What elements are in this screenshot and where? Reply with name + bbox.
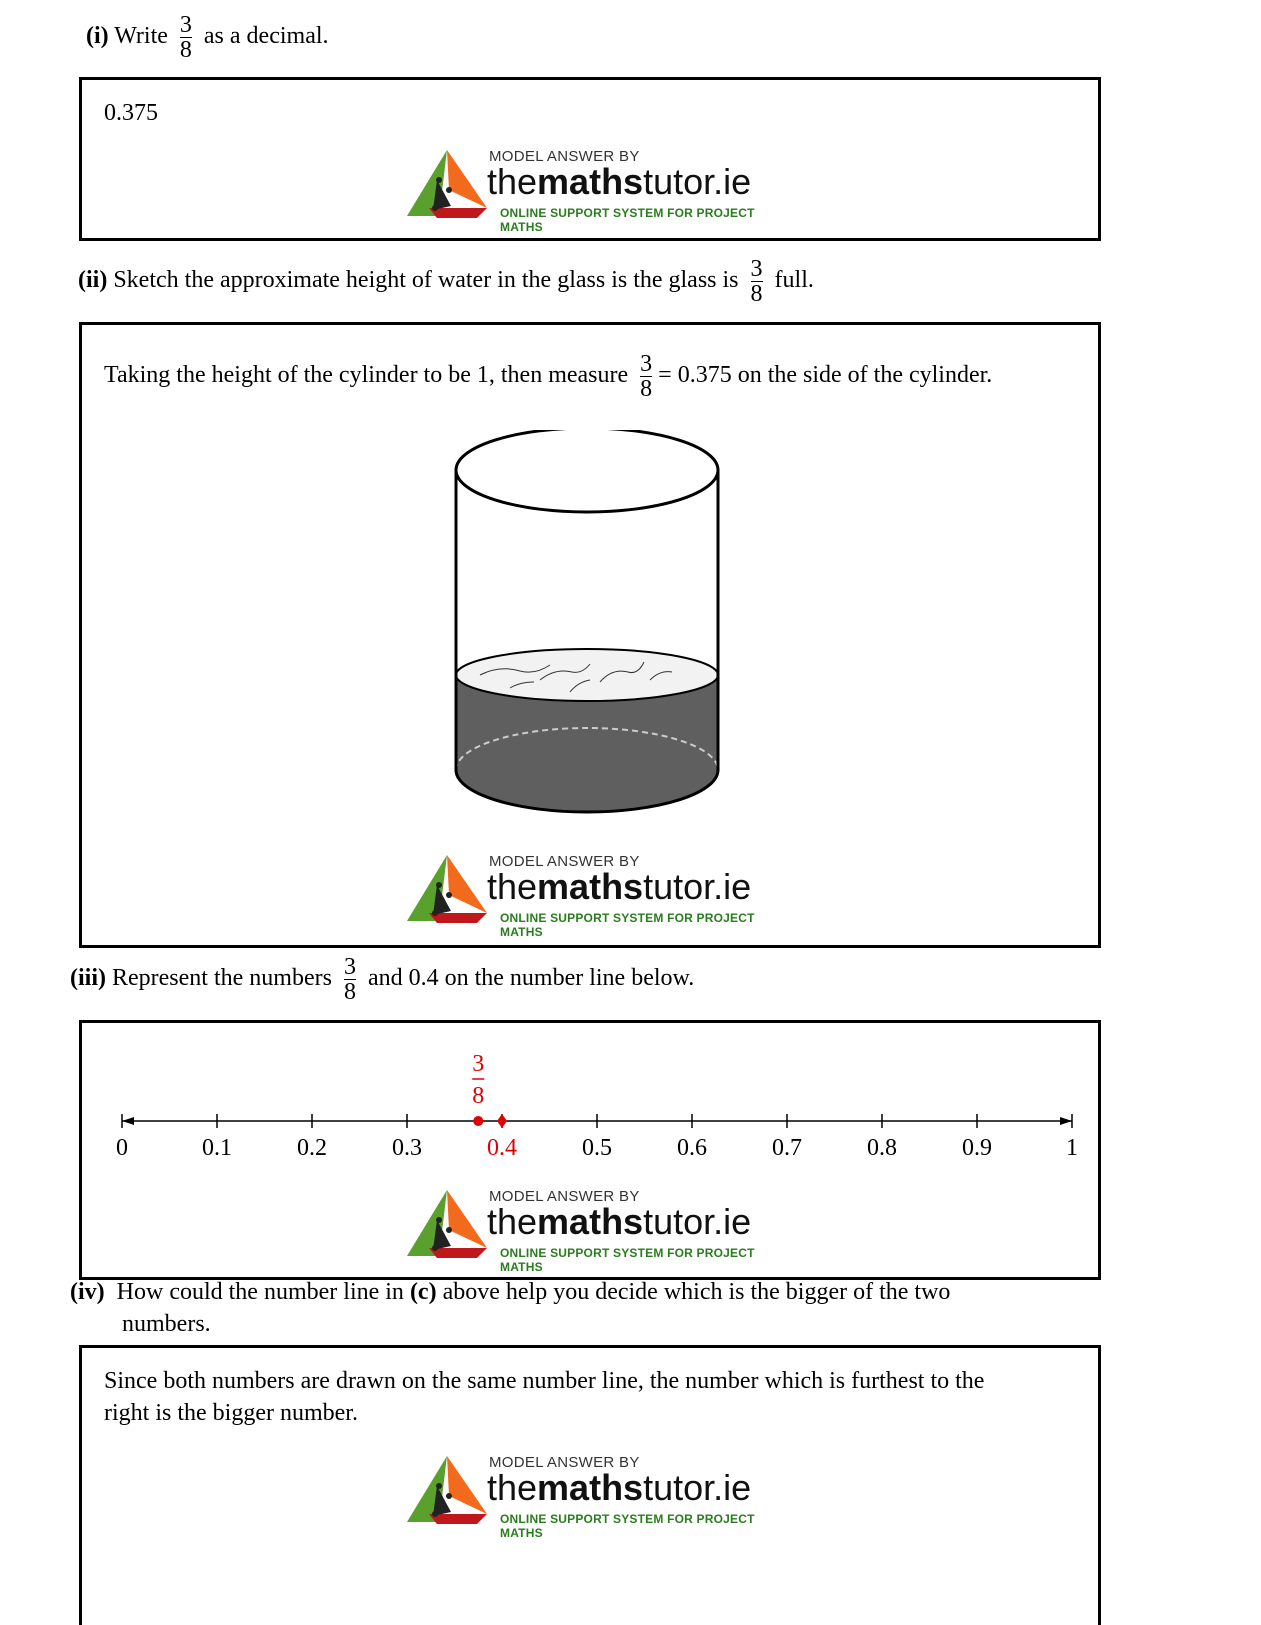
question-part <box>70 1276 950 1308</box>
fraction-denominator: 8 <box>750 281 763 307</box>
fraction-denominator: 8 <box>640 376 653 402</box>
tick-label: 0.8 <box>867 1135 897 1161</box>
logo-brand-bold: maths <box>537 866 644 907</box>
cylinder-glass-diagram <box>450 430 730 830</box>
answer-box-i <box>79 77 1101 241</box>
tick-label: 0 <box>116 1135 128 1161</box>
question-ref: (c) <box>409 1279 437 1305</box>
question-text: Write <box>114 23 168 50</box>
fraction-numerator: 3 <box>343 954 356 980</box>
answer-box-ii <box>79 322 1101 948</box>
tick-label: 0.3 <box>392 1135 422 1161</box>
fraction-denominator: 8 <box>343 979 356 1005</box>
question-text: as a decimal. <box>203 23 329 50</box>
answer-text: 0.375 <box>104 100 158 126</box>
logo-brand-part: the <box>487 1467 538 1508</box>
logo-brand-part: tutor.ie <box>643 161 752 202</box>
glass-rim <box>456 430 718 512</box>
fraction <box>640 353 652 400</box>
answer-box-iii <box>79 1020 1101 1280</box>
marked-fraction-denominator: 8 <box>472 1083 485 1109</box>
logo-triangle-icon <box>407 150 487 220</box>
question-label: (iii) <box>70 965 106 992</box>
question-iii <box>70 956 694 1003</box>
question-text: full. <box>774 267 814 294</box>
left-arrow-icon <box>122 1117 134 1125</box>
question-text: Sketch the approximate height of water in the glass is the glass is <box>113 267 739 294</box>
fraction-numerator: 3 <box>750 256 763 282</box>
answer-text: Since both numbers are drawn on the same number line, the number which is furthest to the <box>104 1368 985 1394</box>
tick-label: 0.1 <box>202 1135 232 1161</box>
logo-top-text: MODEL ANSWER BY <box>489 853 640 870</box>
logo-brand-part: the <box>487 866 538 907</box>
fraction-denominator: 8 <box>179 37 192 63</box>
right-arrow-icon <box>1060 1117 1072 1125</box>
tick-label: 0.4 <box>487 1135 517 1161</box>
logo-triangle-icon <box>407 855 487 925</box>
question-iv <box>70 1276 1100 1340</box>
logo-tagline: ONLINE SUPPORT SYSTEM FOR PROJECT MATHS <box>500 1246 755 1274</box>
question-text: Represent the numbers <box>112 965 332 992</box>
fraction-numerator: 3 <box>640 351 653 377</box>
marker-zero-point-four <box>497 1114 507 1128</box>
logo-brand <box>487 1468 751 1508</box>
logo-top-text: MODEL ANSWER BY <box>489 1188 640 1205</box>
tick-label: 1 <box>1066 1135 1078 1161</box>
number-line <box>92 1051 1092 1201</box>
logo-triangle-icon <box>407 1456 487 1526</box>
marker-three-eighths <box>473 1116 483 1126</box>
logo-brand-part: the <box>487 1201 538 1242</box>
tick-label: 0.6 <box>677 1135 707 1161</box>
marked-fraction-numerator: 3 <box>472 1051 485 1077</box>
logo-triangle-icon <box>407 1190 487 1260</box>
question-label: (iv) <box>70 1279 105 1305</box>
answer-text: right is the bigger number. <box>104 1400 358 1426</box>
question-text: above help you decide which is the bigger of the two <box>442 1279 951 1305</box>
tick-label: 0.5 <box>582 1135 612 1161</box>
logo-brand <box>487 867 751 907</box>
question-label: (i) <box>86 23 109 50</box>
answer-text-part: = 0.375 on the side of the cylinder. <box>658 362 993 389</box>
tick-label: 0.2 <box>297 1135 327 1161</box>
question-line: numbers. <box>122 1311 211 1337</box>
question-text: How could the number line in <box>116 1279 404 1305</box>
fraction <box>344 956 356 1003</box>
logo-brand <box>487 1202 751 1242</box>
logo-tagline: ONLINE SUPPORT SYSTEM FOR PROJECT MATHS <box>500 1512 755 1540</box>
logo-top-text: MODEL ANSWER BY <box>489 148 640 165</box>
logo-brand-part: the <box>487 161 538 202</box>
question-line <box>70 1276 1100 1308</box>
answer-text-part: Taking the height of the cylinder to be 1, then measure <box>104 362 629 389</box>
logo-brand <box>487 162 751 202</box>
logo-tagline: ONLINE SUPPORT SYSTEM FOR PROJECT MATHS <box>500 206 755 234</box>
logo-brand-part: tutor.ie <box>643 1201 752 1242</box>
tick-label: 0.9 <box>962 1135 992 1161</box>
logo-brand-part: tutor.ie <box>643 1467 752 1508</box>
answer-box-iv <box>79 1345 1101 1625</box>
logo <box>407 1188 787 1274</box>
answer-text <box>104 353 992 400</box>
logo-top-text: MODEL ANSWER BY <box>489 1454 640 1471</box>
question-text: and 0.4 on the number line below. <box>367 965 695 992</box>
tick-label: 0.7 <box>772 1135 802 1161</box>
logo-brand-part: tutor.ie <box>643 866 752 907</box>
logo-brand-bold: maths <box>537 1201 644 1242</box>
fraction-numerator: 3 <box>179 12 192 38</box>
logo <box>407 853 787 939</box>
fraction <box>751 258 763 305</box>
logo <box>407 148 787 234</box>
water-surface <box>456 649 718 701</box>
fraction <box>180 14 192 61</box>
logo-tagline: ONLINE SUPPORT SYSTEM FOR PROJECT MATHS <box>500 911 755 939</box>
question-i <box>86 14 329 61</box>
question-label: (ii) <box>78 267 108 294</box>
question-ii <box>78 258 814 305</box>
logo <box>407 1454 787 1540</box>
logo-brand-bold: maths <box>537 161 644 202</box>
logo-brand-bold: maths <box>537 1467 644 1508</box>
